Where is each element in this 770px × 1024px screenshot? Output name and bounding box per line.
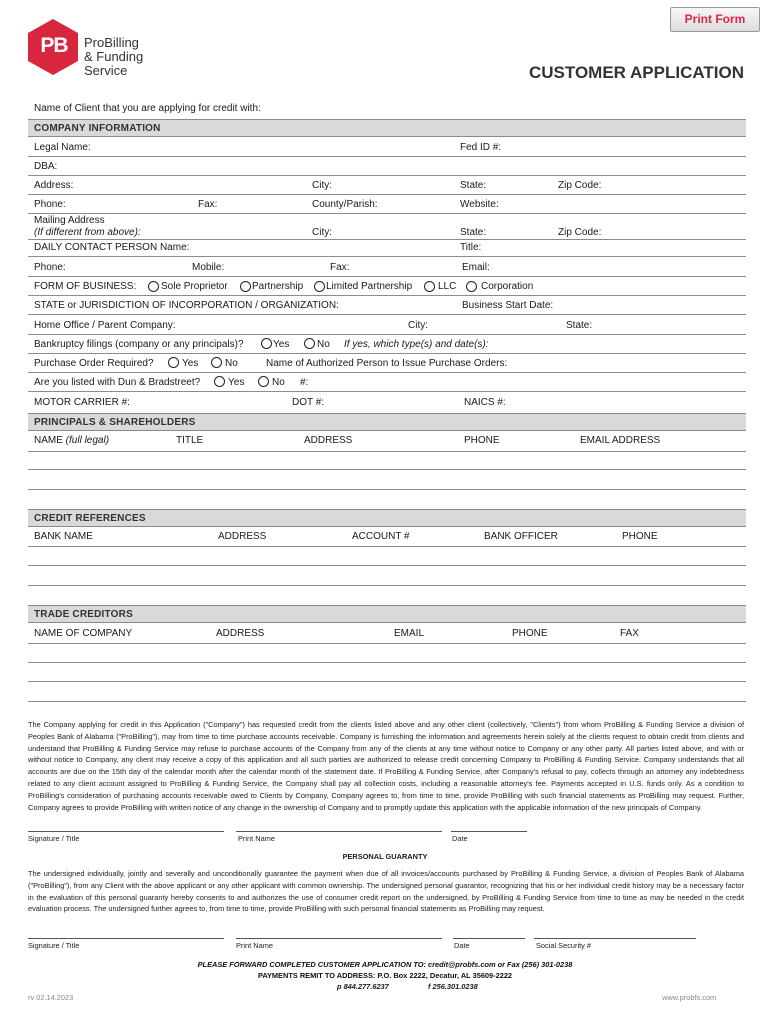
col-address: ADDRESS [304,435,353,446]
section-trade-creditors [28,605,746,623]
print-name-line[interactable] [236,938,442,939]
mailing-state-label: State: [460,227,487,238]
authorized-person-label: Name of Authorized Person to Issue Purchase Orders: [266,358,508,369]
col-name-full-legal [34,435,109,447]
form-of-business-label: FORM OF BUSINESS: [34,281,137,292]
dot-label: DOT #: [292,397,325,408]
radio-bankruptcy-yes[interactable] [261,338,272,349]
city-label: City: [312,180,332,191]
date-line[interactable] [453,938,525,939]
section-title: TRADE CREDITORS [34,609,133,620]
business-start-date-label: Business Start Date: [462,300,554,311]
po-yes-label: Yes [182,358,199,369]
print-name-line[interactable] [236,831,442,832]
dun-no-label: No [272,377,285,388]
divider [28,194,746,195]
section-title: PRINCIPALS & SHAREHOLDERS [34,417,196,428]
state-jurisdiction-label: STATE or JURISDICTION OF INCORPORATION / ORGANIZATION: [34,300,339,311]
col-address: ADDRESS [218,531,267,542]
bankruptcy-label: Bankruptcy filings (company or any principals)? [34,339,244,350]
col-phone: PHONE [512,628,548,639]
home-office-city-label: City: [408,320,428,331]
ssn-label: Social Security # [536,941,592,950]
dun-yes-label: Yes [228,377,245,388]
option-llc: LLC [438,281,457,292]
zip-label: Zip Code: [558,180,602,191]
radio-po-yes[interactable] [168,357,179,368]
col-account: ACCOUNT # [352,531,410,542]
divider [28,372,746,373]
contact-phone-label: Phone: [34,262,66,273]
legal-name-label: Legal Name: [34,142,91,153]
divider [28,314,746,315]
table-row[interactable] [28,701,746,702]
remit-address: PAYMENTS REMIT TO ADDRESS: P.O. Box 2222, Decatur, AL 35609-2222 [257,971,513,980]
radio-partnership[interactable] [240,281,251,292]
bankruptcy-details-label: If yes, which type(s) and date(s): [344,339,489,350]
divider [28,239,746,240]
radio-bankruptcy-no[interactable] [304,338,315,349]
client-name-label: Name of Client that you are applying for credit with: [34,103,261,114]
option-corporation: Corporation [481,281,534,292]
dba-label: DBA: [34,161,58,172]
mailing-address-label: Mailing Address [34,215,105,226]
section-credit-references [28,509,746,527]
ssn-line[interactable] [534,938,696,939]
dun-number-label: #: [300,377,309,388]
divider [28,175,746,176]
col-phone: PHONE [464,435,500,446]
date-label: Date [452,834,468,843]
option-sole-proprietor: Sole Proprietor [161,281,228,292]
table-row[interactable] [28,451,746,452]
print-form-button[interactable]: Print Form [670,7,760,32]
signature-title-label: Signature / Title [28,834,80,843]
divider [28,276,746,277]
col-email-address: EMAIL ADDRESS [580,435,661,446]
col-bank-officer: BANK OFFICER [484,531,558,542]
logo [26,16,186,78]
footer-website[interactable]: www.probfs.com [662,993,717,1002]
radio-dun-no[interactable] [258,376,269,387]
guaranty-text: The undersigned individually, jointly and severally and unconditionally guarantee the payment when due of all invoices/accounts purchased by ProBilling & Funding Service, a division of Peoples Bank of Alabama ("ProBilling"), from any Client with the above applicant or any other applicant with common ownership. The undersigned personal guarantor, recognizing that his or her individual credit history may be a necessary factor in the evaluation of this personal guaranty hereby consents to and authorizes the use of consumer credit report on the undersigned, by ProBilling & Funding Service from time to time as may be needed in the credit evaluation process. The undersigned further agrees to, from time to time, provide ProBilling with such personal financial statements as ProBilling may request. [28,869,744,914]
table-row[interactable] [28,469,746,470]
radio-llc[interactable] [424,281,435,292]
signature-title-label: Signature / Title [28,941,80,950]
website-label: Website: [460,199,499,210]
col-name-text: NAME (full legal) [34,435,110,446]
bankruptcy-yes-label: Yes [273,339,290,350]
signature-line[interactable] [28,938,224,939]
divider [28,256,746,257]
motor-carrier-label: MOTOR CARRIER #: [34,397,130,408]
col-address: ADDRESS [216,628,265,639]
po-no-label: No [225,358,238,369]
table-row[interactable] [28,585,746,586]
date-line[interactable] [451,831,527,832]
table-row[interactable] [28,681,746,682]
mailing-city-label: City: [312,227,332,238]
signature-line[interactable] [28,831,224,832]
col-fax: FAX [620,628,639,639]
option-partnership: Partnership [252,281,304,292]
section-principals [28,413,746,431]
footer-fax: f 256.301.0238 [428,982,478,991]
address-label: Address: [34,180,74,191]
divider [28,295,746,296]
divider [28,334,746,335]
radio-limited-partnership[interactable] [314,281,325,292]
county-label: County/Parish: [312,199,378,210]
footer-phone: p 844.277.6237 [337,982,389,991]
col-email: EMAIL [394,628,425,639]
logo-name-line1: ProBilling [84,35,139,50]
contact-title-label: Title: [460,242,482,253]
divider [28,353,746,354]
fed-id-label: Fed ID #: [460,142,502,153]
contact-fax-label: Fax: [330,262,350,273]
logo-name-line2: & Funding Service [84,49,144,78]
radio-dun-yes[interactable] [214,376,225,387]
po-required-label: Purchase Order Required? [34,358,154,369]
revision-date: rv 02.14.2023 [28,993,74,1002]
radio-sole-proprietor[interactable] [148,281,159,292]
section-title: COMPANY INFORMATION [34,123,161,134]
mailing-zip-label: Zip Code: [558,227,602,238]
bankruptcy-no-label: No [317,339,330,350]
home-office-label: Home Office / Parent Company: [34,320,176,331]
personal-guaranty-title: PERSONAL GUARANTY [342,852,428,861]
radio-corporation[interactable] [466,281,477,292]
state-label: State: [460,180,487,191]
col-name-of-company: NAME OF COMPANY [34,628,133,639]
fax-label: Fax: [198,199,218,210]
print-name-label: Print Name [236,941,273,950]
divider [28,213,746,214]
table-row[interactable] [28,565,746,566]
dun-bradstreet-label: Are you listed with Dun & Bradstreet? [34,377,201,388]
phone-label: Phone: [34,199,66,210]
option-limited-partnership: Limited Partnership [326,281,413,292]
table-row[interactable] [28,643,746,644]
logo-mark: PB [40,34,68,57]
forward-instructions: PLEASE FORWARD COMPLETED CUSTOMER APPLICATION TO: credit@probfs.com or Fax (256) 301-0238 [197,960,573,969]
contact-mobile-label: Mobile: [192,262,225,273]
naics-label: NAICS #: [464,397,506,408]
agreement-text: The Company applying for credit in this Application ("Company") has requested credit from the clients listed above and any other client (collectively, "Clients") from whom ProBilling & Funding Service a division of Peoples Bank of Alabama ("ProBilling"), may from time to time purchase accounts receivable. Company is furnishing the information and agreements herein solely at the clients request to obtain credit from clients and understand that ProBilling & Funding Service may refuse to purchase accounts of the Company from any of the clients at any time without notice to Company or any other party. All parties listed above, and with or without notice to Company, any client may receive a copy of this application and all such parties are authorized to release credit concerning Company to ProBilling & Funding Service. Company understands that all accounts are due on the 15th day of the calendar month after the calendar month of the statement date. If ProBilling & Funding Service, after Company's refusal to pay, collects through an attorney any indebtedness related to any client account assigned to ProBilling & Funding Service, the Company shall pay all collection costs, including a reasonable attorney's fee. Payments accepted in U.S. funds only. As a condition to ProBilling's consideration of purchasing accounts receivable owed to Clients by Company, Company agrees to, from time to time, provide ProBilling with such financial statements as ProBilling may request. Further, Company agrees to provide ProBilling with written notice of any change in the ownership of Company and to promptly update this application with the applicable information of the new principals of Company. [28,720,744,812]
col-phone: PHONE [622,531,658,542]
radio-po-no[interactable] [211,357,222,368]
table-row[interactable] [28,489,746,490]
daily-contact-label: DAILY CONTACT PERSON Name: [34,242,190,253]
table-row[interactable] [28,662,746,663]
contact-email-label: Email: [462,262,490,273]
page-title: CUSTOMER APPLICATION [528,63,744,82]
divider [28,156,746,157]
table-row[interactable] [28,546,746,547]
date-label: Date [454,941,470,950]
print-name-label: Print Name [238,834,275,843]
section-company-information [28,119,746,137]
col-title: TITLE [176,435,204,446]
col-bank-name: BANK NAME [34,531,93,542]
mailing-address-note: (If different from above): [34,227,141,238]
home-office-state-label: State: [566,320,593,331]
section-title: CREDIT REFERENCES [34,513,146,524]
divider [28,391,746,392]
